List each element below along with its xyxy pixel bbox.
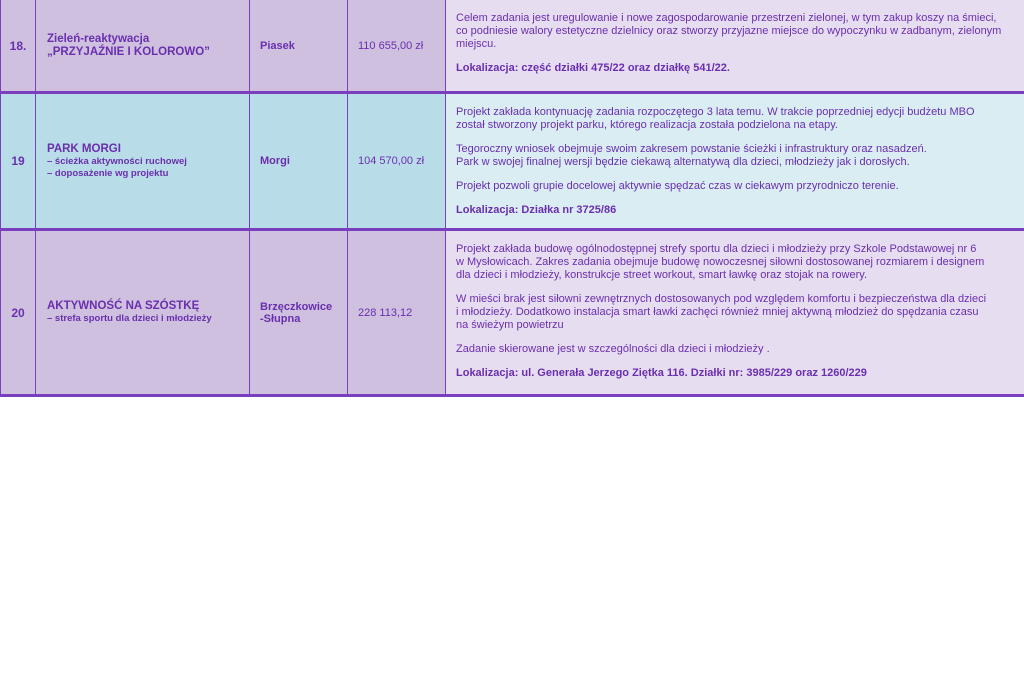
project-name-cell: [36, 0, 250, 91]
description-paragraph: Projekt pozwoli grupie docelowej aktywnie spędzać czas w ciekawym przyrodniczo terenie.: [456, 180, 899, 192]
project-title: PARK MORGI: [47, 142, 121, 155]
description-paragraph: Celem zadania jest uregulowanie i nowe zagospodarowanie przestrzeni zielonej, w tym zakup koszy na śmieci, co podniesie walory estetyczne dzielnicy oraz stworzy przyjazne miejsce do wypoczynku w zadbanym, zielonym miejscu.: [456, 12, 1002, 50]
project-cost: 228 113,12: [348, 231, 446, 394]
description-paragraph: W mieści brak jest siłowni zewnętrznych dostosowanych pod względem komfortu i bezpieczeństwa dla dzieci i młodzieży. Dodatkowo instalacja smart ławki zachęci również mniej aktywną młodzież do spędzania czasu na świeżym powietrzu: [456, 293, 987, 331]
project-location: Lokalizacja: ul. Generała Jerzego Ziętka 116. Działki nr: 3985/229 oraz 1260/229: [456, 367, 867, 379]
table-row: [0, 91, 1024, 228]
project-number: 19: [0, 94, 36, 228]
project-subtitle: – ścieżka aktywności ruchowej – doposażenie wg projektu: [47, 155, 187, 179]
project-district: Brzęczkowice -Słupna: [250, 231, 348, 394]
table-row: [0, 0, 1024, 91]
project-cost: 110 655,00 zł: [348, 0, 446, 91]
project-number: 18.: [0, 0, 36, 91]
project-title: AKTYWNOŚĆ NA SZÓSTKĘ: [47, 300, 200, 312]
description-paragraph: Zadanie skierowane jest w szczególności dla dzieci i młodzieży .: [456, 343, 770, 355]
project-name-cell: [36, 94, 250, 228]
project-subtitle: – strefa sportu dla dzieci i młodzieży: [47, 313, 212, 324]
project-number: 20: [0, 231, 36, 394]
description-paragraph: Projekt zakłada kontynuację zadania rozpoczętego 3 lata temu. W trakcie poprzedniej edycji budżetu MBO został stworzony projekt parku, którego realizacja została podzielona na etapy.: [456, 106, 975, 131]
project-description: [446, 231, 1024, 394]
table-row: [0, 228, 1024, 394]
project-district: Piasek: [250, 0, 348, 91]
project-description: [446, 0, 1024, 91]
project-location: Lokalizacja: Działka nr 3725/86: [456, 204, 617, 216]
description-paragraph: Tegoroczny wniosek obejmuje swoim zakresem powstanie ścieżki i infrastruktury oraz nasadzeń. Park w swojej finalnej wersji będzie ciekawą alternatywą dla dzieci, młodzieży jak i dorosłych.: [456, 143, 927, 168]
project-description: [446, 94, 1024, 228]
description-paragraph: Projekt zakłada budowę ogólnodostępnej strefy sportu dla dzieci i młodzieży przy Szkole Podstawowej nr 6 w Mysłowicach. Zakres zadania obejmuje budowę nowoczesnej siłowni dostosowanej rozmiarem i designem dla dzieci i młodzieży, konstrukcje street workout, smart ławkę oraz stojak na rowery.: [456, 243, 985, 281]
project-location: Lokalizacja: część działki 475/22 oraz działkę 541/22.: [456, 62, 730, 74]
project-title: Zieleń-reaktywacja „PRZYJAŹNIE I KOLOROWO”: [47, 32, 210, 58]
project-district: Morgi: [250, 94, 348, 228]
project-cost: 104 570,00 zł: [348, 94, 446, 228]
project-name-cell: [36, 231, 250, 394]
